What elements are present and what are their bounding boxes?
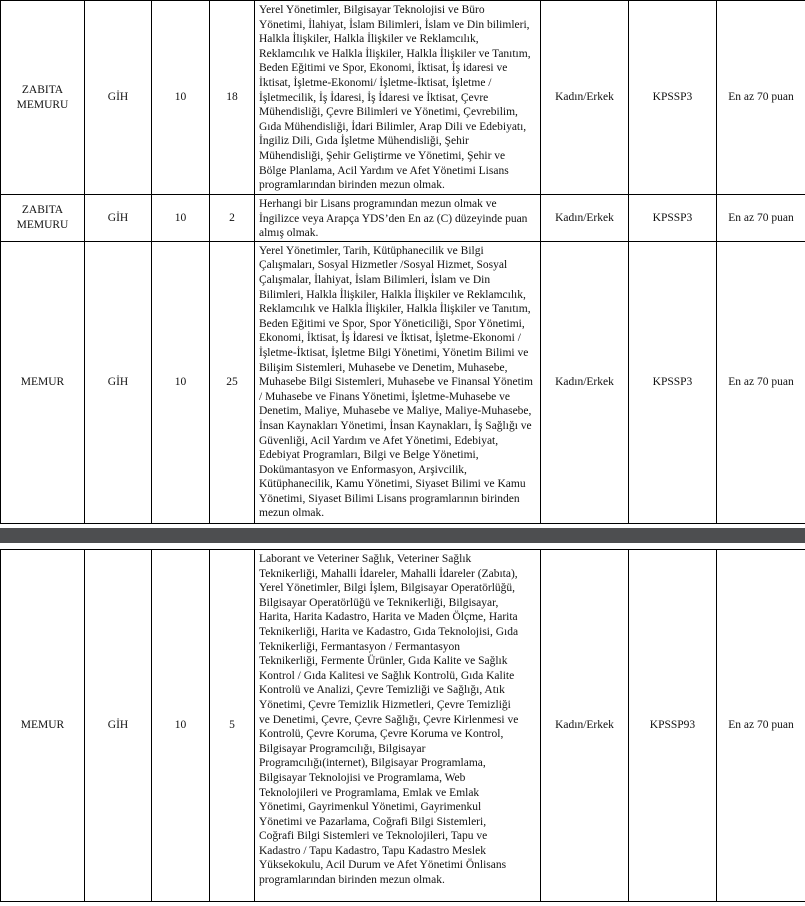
qualification-line: programlarından birinden mezun olmak.: [259, 874, 445, 887]
gender-cell: Kadın/Erkek: [541, 241, 629, 523]
qualification-cell: [255, 241, 541, 523]
qualification-line: Kontrol / Gıda Kalitesi ve Sağlık Kontrolü, Gıda Kalite: [259, 669, 515, 682]
qualification-line: Beden Eğitimi ve Spor, Spor Yöneticiliği, Spor Yönetimi,: [259, 317, 525, 330]
table-row: [1, 195, 805, 242]
gender-cell: Kadın/Erkek: [541, 195, 629, 242]
table-row: [1, 550, 805, 902]
qualification-line: İngilizce veya Arapça YDS’den En az (C) düzeyinde puan: [259, 212, 528, 225]
qualification-line: Dokümantasyon ve Enformasyon, Arşivcilik,: [259, 463, 467, 476]
qualification-line: Kadastro / Tapu Kadastro, Tapu Kadastro Meslek: [259, 844, 486, 857]
qualification-line: Yerel Yönetimler, Bilgisayar Teknolojisi ve Büro: [259, 4, 485, 16]
kpss-type-cell: KPSSP3: [629, 241, 717, 523]
qualification-line: Herhangi bir Lisans programından mezun olmak ve: [259, 198, 497, 210]
qualification-line: Kontrolü, Çevre Koruma, Çevre Koruma ve Kontrol,: [259, 728, 504, 741]
qualification-line: Teknolojileri ve Programlama, Emlak ve Emlak: [259, 786, 480, 799]
min-score-cell: En az 70 puan: [717, 1, 805, 195]
grade-cell: 10: [152, 195, 210, 242]
table-row: [1, 241, 805, 523]
qualification-line: Denetim, Maliye, Muhasebe ve Maliye, Maliye-Muhasebe,: [259, 405, 532, 418]
grade-cell: 10: [152, 1, 210, 195]
qualification-line: Bölge Planlama, Acil Yardım ve Afet Yönetimi Lisans: [259, 164, 509, 177]
count-cell: 2: [210, 195, 255, 242]
class-cell: GİH: [85, 550, 152, 902]
qualification-line: İktisat, İşletme-Ekonomi/ İşletme-İktisat, İşletme /: [259, 76, 492, 89]
qualification-line: Laborant ve Veteriner Sağlık, Veteriner Sağlık: [259, 553, 472, 565]
qualification-line: Yönetimi, Çevre Temizlik Hizmetleri, Çevre Temizliği: [259, 698, 511, 711]
title-cell: ZABITA MEMURU: [1, 1, 85, 195]
qualification-line: Teknikerliği, Fermantasyon / Fermantasyon: [259, 640, 461, 653]
qualification-line: / Muhasebe ve Finans Yönetimi, İşletme-Muhasebe ve: [259, 390, 510, 403]
qualification-line: Edebiyat Programları, Bilgi ve Belge Yönetimi,: [259, 449, 479, 462]
qualification-line: Muhasebe Bilgi Sistemleri, Muhasebe ve Finansal Yönetim: [259, 376, 533, 389]
qualification-line: programlarından birinden mezun olmak.: [259, 179, 445, 192]
qualification-line: mezun olmak.: [259, 507, 325, 520]
qualification-line: İngiliz Dili, Gıda İşletme Mühendisliği, Şehir: [259, 135, 469, 148]
qualification-line: Yüksekokulu, Acil Durum ve Afet Yönetimi Önlisans: [259, 859, 507, 872]
table-row: [1, 1, 805, 195]
qualification-line: Kütüphanecilik, Kamu Yönetimi, Siyaset Bilimi ve Kamu: [259, 478, 526, 491]
page-separator: [0, 528, 805, 543]
qualification-line: Reklamcılık ve Halkla İlişkiler, Halkla İlişkiler ve Tanıtım,: [259, 303, 531, 316]
min-score-cell: En az 70 puan: [717, 195, 805, 242]
min-score-cell: En az 70 puan: [717, 241, 805, 523]
qualification-line: Halkla İlişkiler, Halkla İlişkiler ve Reklamcılık,: [259, 33, 479, 46]
grade-cell: 10: [152, 550, 210, 902]
qualification-line: ve Denetimi, Çevre, Çevre Sağlığı, Çevre Kirlenmesi ve: [259, 713, 519, 726]
table1-body: [1, 1, 805, 524]
title-cell: MEMUR: [1, 550, 85, 902]
qualification-line: Yönetimi ve Pazarlama, Coğrafi Bilgi Sistemleri,: [259, 815, 487, 828]
qualification-line: Kontrolü ve Analizi, Çevre Temizliği ve Sağlığı, Atık: [259, 684, 505, 697]
qualification-line: Ekonomi, İktisat, İş İdaresi ve İktisat, İşletme-Ekonomi /: [259, 332, 521, 345]
class-cell: GİH: [85, 241, 152, 523]
qualification-line: Teknikerliği, Mahalli İdareler, Mahalli İdareler (Zabıta),: [259, 567, 518, 580]
kpss-type-cell: KPSSP93: [629, 550, 717, 902]
count-cell: 18: [210, 1, 255, 195]
class-cell: GİH: [85, 195, 152, 242]
qualification-line: Yönetimi, İlahiyat, İslam Bilimleri, İslam ve Din bilimleri,: [259, 18, 530, 31]
qualification-line: Teknikerliği, Harita ve Kadastro, Gıda Teknolojisi, Gıda: [259, 625, 519, 638]
qualification-line: Çalışmaları, Sosyal Hizmetler /Sosyal Hizmet, Sosyal: [259, 259, 508, 272]
qualification-line: Beden Eğitimi ve Spor, Ekonomi, İktisat, İş idaresi ve: [259, 62, 508, 75]
qualification-line: İşletmecilik, İş İdaresi, İş İdaresi ve İktisat, Çevre: [259, 91, 489, 104]
qualification-line: Çalışmalar, İlahiyat, İslam Bilimleri, İslam ve Din: [259, 273, 491, 286]
grade-cell: 10: [152, 241, 210, 523]
qualification-line: Teknikerliği, Fermente Ürünler, Gıda Kalite ve Sağlık: [259, 655, 508, 668]
qualification-line: İnsan Kaynakları Yönetimi, İnsan Kaynakları, İş Sağlığı ve: [259, 419, 532, 432]
qualification-line: Yönetimi, Gayrimenkul Yönetimi, Gayrimenkul: [259, 801, 482, 814]
qualification-line: Bilgisayar Teknolojisi ve Programlama, Web: [259, 771, 466, 784]
table2-body: [1, 550, 805, 902]
qualification-line: Coğrafi Bilgi Sistemleri ve Teknolojileri, Tapu ve: [259, 830, 488, 843]
qualification-cell: [255, 550, 541, 902]
title-cell: ZABITA MEMURU: [1, 195, 85, 242]
qualification-line: Harita, Harita Kadastro, Harita ve Maden Ölçme, Harita: [259, 611, 518, 624]
qualification-line: Gıda Mühendisliği, İdari Bilimler, Arap Dili ve Edebiyatı,: [259, 120, 527, 133]
qualification-line: almış olmak.: [259, 227, 319, 240]
qualification-line: Bilgisayar Programcılığı, Bilgisayar: [259, 742, 426, 755]
qualification-cell: [255, 195, 541, 242]
qualification-line: Mühendisliği, Şehir Geliştirme ve Yönetimi, Şehir ve: [259, 149, 506, 162]
positions-table-bottom: [0, 549, 805, 902]
gender-cell: Kadın/Erkek: [541, 1, 629, 195]
qualification-line: Mühendisliği, Çevre Bilimleri ve Yönetimi, Çevrebilim,: [259, 106, 518, 119]
qualification-line: Yerel Yönetimler, Tarih, Kütüphanecilik ve Bilgi: [259, 244, 484, 257]
kpss-type-cell: KPSSP3: [629, 1, 717, 195]
title-cell: MEMUR: [1, 241, 85, 523]
kpss-type-cell: KPSSP3: [629, 195, 717, 242]
count-cell: 5: [210, 550, 255, 902]
qualification-line: Bilgisayar Operatörlüğü ve Teknikerliği, Bilgisayar,: [259, 596, 499, 609]
min-score-cell: En az 70 puan: [717, 550, 805, 902]
qualification-line: Reklamcılık ve Halkla İlişkiler, Halkla İlişkiler ve Tanıtım,: [259, 47, 531, 60]
qualification-line: Güvenliği, Acil Yardım ve Afet Yönetimi, Edebiyat,: [259, 434, 499, 447]
qualification-line: Yerel Yönetimler, Bilgi İşlem, Bilgisayar Operatörlüğü,: [259, 582, 516, 595]
qualification-line: İşletme-İktisat, İşletme Bilgi Yönetimi, Yönetim Bilimi ve: [259, 346, 529, 359]
count-cell: 25: [210, 241, 255, 523]
qualification-line: Bilimleri, Halkla İlişkiler, Halkla İlişkiler ve Reklamcılık,: [259, 288, 526, 301]
gender-cell: Kadın/Erkek: [541, 550, 629, 902]
class-cell: GİH: [85, 1, 152, 195]
qualification-cell: [255, 1, 541, 195]
qualification-line: Yönetimi, Siyaset Bilimi Lisans programlarının birinden: [259, 492, 520, 505]
qualification-line: Programcılığı(internet), Bilgisayar Programlama,: [259, 757, 486, 770]
qualification-line: Bilişim Sistemleri, Muhasebe ve Denetim, Muhasebe,: [259, 361, 508, 374]
